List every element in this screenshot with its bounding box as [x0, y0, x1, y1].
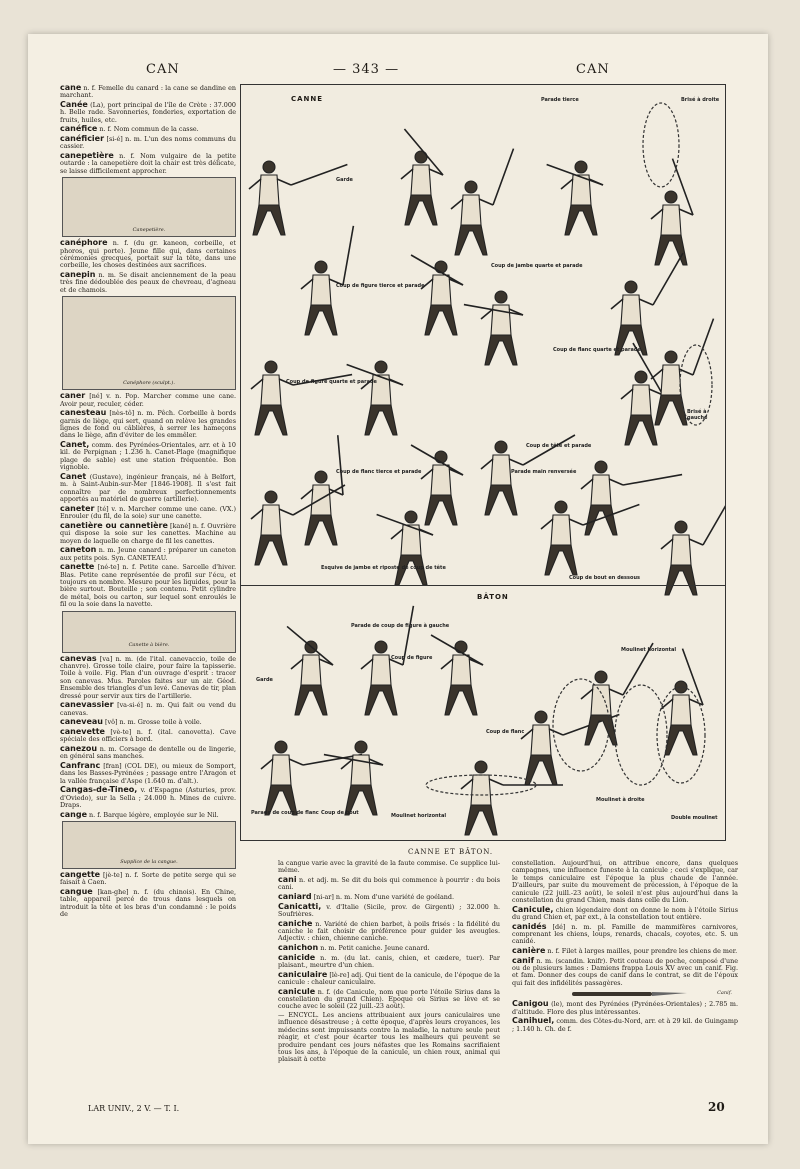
- plate-drawing: [241, 85, 725, 840]
- mid-entry: [278, 893, 500, 901]
- entry-headword: canevas: [60, 653, 97, 663]
- illustration-plate: [240, 84, 726, 841]
- vignette-woman: [62, 296, 236, 390]
- fencer-figure: [401, 129, 443, 225]
- plate-label: Garde: [256, 677, 273, 683]
- left-entry: [60, 392, 236, 408]
- entry-text: [nès-tô] n. m. Pêch. Corbeille à bords garnis de liège, qui sert, quand on relève les grandes lignes de fond ou câblières, à serrer les hameçons dans le liège, afin d'éviter de les emmêler.: [60, 409, 236, 440]
- vignette-bird: [62, 177, 236, 237]
- plate-label: Coup de tête et parade: [526, 443, 592, 449]
- cane-stick: [523, 435, 575, 465]
- right-entry: [512, 947, 738, 955]
- entry-headword: canif: [512, 955, 535, 965]
- fencer-figure: [464, 291, 523, 365]
- left-entry: [60, 473, 236, 504]
- plate-label: Brisé à gauche: [687, 409, 708, 421]
- left-entry: [60, 888, 236, 919]
- fencer-figure: [451, 149, 514, 255]
- entry-headword: canicule: [278, 986, 316, 996]
- vignette-cangue: [62, 821, 236, 869]
- fencer-figure: [287, 626, 333, 715]
- plate-label: Coup de figure quarte et parade: [286, 379, 377, 385]
- entry-text: [vô] n. m. Grosse toile à voile.: [103, 718, 202, 727]
- entry-text: n. Variété de chien barbet, à poils frisés : la fidélité du caniche le fait choisir de préférence pour guider les aveugles. Adjectiv. : chien, chienne caniche.: [278, 919, 500, 943]
- fencer-figure: [661, 493, 725, 595]
- footer-left: LAR UNIV., 2 V. — T. I.: [88, 1104, 180, 1113]
- entry-text: [lè-re] adj. Qui tient de la canicule, de l'époque de la canicule : chaleur caniculaire.: [278, 970, 500, 986]
- left-entry: [60, 655, 236, 700]
- entry-headword: caner: [60, 391, 86, 401]
- entry-headword: Canihuel,: [512, 1016, 555, 1026]
- entry-text: [fran] (COL DE), ou mieux de Somport, dans les Basses-Pyrénées ; passage entre l'Aragon et la vallée française d'Aspe (1.640 m. d'alt.).: [60, 761, 236, 785]
- entry-text: n. f. Barque légère, employée sur le Nil.: [87, 810, 219, 819]
- fencer-figure: [651, 159, 693, 265]
- entry-headword: canevette: [60, 726, 105, 736]
- left-entry: [60, 135, 236, 151]
- entry-headword: Canicule,: [512, 904, 554, 914]
- entry-headword: canevassier: [60, 700, 114, 710]
- plate-label: Double moulinet: [671, 815, 718, 821]
- vignette-caption: Canéphore (sculpt.).: [123, 379, 175, 386]
- mid-entry: [278, 876, 500, 892]
- entry-headword: Canfranc: [60, 760, 101, 770]
- right-column: [512, 860, 738, 1034]
- entry-headword: caniculaire: [278, 969, 328, 979]
- plate-label: Coup de flanc tierce et parade: [336, 469, 422, 475]
- motion-circle: [643, 103, 679, 187]
- plate-label: Coup de jambe quarte et parade: [491, 263, 583, 269]
- mid-entry: [278, 860, 500, 875]
- left-entry: [60, 239, 236, 270]
- left-entry: [60, 762, 236, 785]
- mid-entry: [278, 971, 500, 987]
- left-entry: [60, 745, 236, 761]
- entry-headword: cani: [278, 875, 297, 884]
- entry-text: n. f. Filet à larges mailles, pour prendre les chiens de mer.: [545, 947, 738, 956]
- entry-headword: cane: [60, 83, 82, 92]
- cane-stick: [703, 493, 725, 545]
- entry-text: n. m. (du lat. canis, chien, et cædere, tuer). Par plaisant., meurtre d'un chien.: [278, 953, 500, 969]
- entry-headword: canette: [60, 562, 95, 572]
- right-entry: [512, 1017, 738, 1033]
- entry-headword: canidés: [512, 921, 547, 931]
- entry-text: [vè-te] n. f. (ital. canovetta). Cave spéciale des officiers à bord.: [60, 727, 236, 744]
- plate-label: Coup de figure: [391, 655, 433, 661]
- entry-headword: caniard: [278, 892, 312, 901]
- entry-headword: canetière ou cannetière: [60, 520, 168, 530]
- plate-label: Coup de flanc: [486, 729, 525, 735]
- entry-text: n. f. (de Canicule, nom que porte l'étoile Sirius dans la constellation du grand Chien). Epoque où Sirius se lève et se couche avec le soleil (22 juill.-23 août).: [278, 987, 500, 1011]
- header-right: CAN: [576, 62, 610, 77]
- plate-caption: CANNE ET BÂTON.: [408, 848, 494, 856]
- entry-text: [kané] n. f. Ouvrière qui dispose la soie sur les canettes. Machine au moyen de laquelle on charge de fil les canettes.: [60, 521, 236, 545]
- fencer-figure: [431, 635, 483, 715]
- left-entry: [60, 728, 236, 744]
- plate-label: Parade de coup de flanc: [251, 810, 319, 816]
- page-number-header: — 343 —: [333, 62, 400, 77]
- left-entry: [60, 152, 236, 175]
- knife-icon: [512, 988, 712, 1000]
- right-entry: [512, 906, 738, 922]
- mid-entry: [278, 903, 500, 919]
- entry-text: n. f. (du gr. kaneon, corbeille, et phoros, qui porte). Jeune fille qui, dans certaines cérémonies grecques, portait sur la tête, dans une corbeille, les choses destinées aux sacrifices.: [60, 239, 236, 270]
- entry-text: v. d'Italie (Sicile, prov. de Girgenti) ; 32.000 h. Soufrières.: [278, 902, 500, 918]
- entry-text: [va] n. m. (de l'ital. canevaccio, toile de chanvre). Grosse toile claire, pour faire la tapisserie. Toile à voile. Fig. Plan d'un ouvrage d'esprit : tracer son canevas. Mus. Paroles faites sur un air. Géod. Ensemble des triangles d'un levé. Canevas de tir, plan dressé pour servir aux tirs de l'artillerie.: [60, 654, 236, 700]
- entry-headword: canepetière: [60, 151, 114, 160]
- canif-caption: Canif.: [717, 990, 732, 997]
- middle-column: [278, 860, 500, 1065]
- plate-label: Parade tierce: [541, 97, 579, 103]
- mid-entry: [278, 944, 500, 952]
- entry-text: [jè-te] n. f. Sorte de petite serge qui se faisait à Caen.: [60, 870, 236, 887]
- left-entry: [60, 786, 236, 809]
- vignette-bottle: [62, 611, 236, 653]
- fencer-figure: [661, 649, 703, 755]
- entry-text: n. m. Petit caniche. Jeune canard.: [318, 944, 430, 952]
- plate-label: Moulinet horizontal: [391, 813, 447, 819]
- fencer-figure: [377, 511, 433, 585]
- entry-text: n. et adj. m. Se dit du bois qui commence à pourrir : du bois cani.: [278, 876, 500, 892]
- right-entry: [512, 1000, 738, 1016]
- vignette-caption: Supplice de la cangue.: [120, 858, 178, 865]
- dictionary-page: [28, 34, 768, 1144]
- entry-text: [ni-ar] n. m. Nom d'une variété de goéland.: [311, 893, 455, 901]
- entry-headword: canéfice: [60, 124, 98, 134]
- entry-text: la cangue varie avec la gravité de la faute commise. Ce supplice lui-même.: [278, 859, 500, 875]
- entry-text: n. m. Corsage de dentelle ou de lingerie, en général sans manches.: [60, 744, 236, 761]
- left-entry: [60, 409, 236, 440]
- entry-text: [té] v. n. Marcher comme une cane. (VX.) Enrouler (du fil, de la soie) sur une canette.: [60, 504, 236, 521]
- cane-stick: [493, 149, 514, 205]
- fencer-figure: [324, 741, 383, 815]
- right-entry: [512, 957, 738, 988]
- left-entry: [60, 271, 236, 294]
- motion-circle: [553, 679, 609, 771]
- entry-text: [va-si-é] n. m. Qui fait ou vend du canevas.: [60, 701, 236, 717]
- footer-page-number: 20: [708, 1100, 725, 1114]
- plate-label: Coup de bout en dessous: [569, 575, 640, 581]
- cane-stick: [623, 475, 682, 485]
- entry-text: n. m. Se disait anciennement de la peau très fine dédoublée des peaux de chevreau, d'agneau et de chamois.: [60, 271, 236, 294]
- fencer-figure: [301, 226, 353, 335]
- entry-headword: cangue: [60, 886, 93, 896]
- entry-headword: caneter: [60, 503, 95, 513]
- entry-text: [né-te] n. f. Petite cane. Sarcelle d'hiver. Blas. Petite cane représentée de profil sur l'écu, et toujours en nombre. Mesure pour les liquides, pour la bière surtout. Bouteille ; son contenu. Petit cylindre de métal, bois ou carton, sur lequel sont enroulés le fil ou la soie dans la navette.: [60, 563, 236, 609]
- fencer-figure: [411, 255, 463, 335]
- entry-headword: Canet,: [60, 440, 90, 450]
- entry-text: (le), mont des Pyrénées (Pyrénées-Orientales) ; 2.785 m. d'altitude. Flore des plus intéressantes.: [512, 1000, 738, 1016]
- left-entry: [60, 522, 236, 545]
- motion-circle: [615, 685, 667, 785]
- header-left: CAN: [146, 62, 180, 77]
- fencer-figure: [347, 361, 403, 435]
- entry-text: (La), port principal de l'île de Crète : 37.000 h. Belle rade. Savonneries, fonderies, exportation de fruits, huiles, etc.: [60, 101, 236, 124]
- entry-text: comm. des Côtes-du-Nord, arr. et à 29 kil. de Guingamp ; 1.140 h. Ch. de f.: [512, 1017, 738, 1033]
- cane-stick: [343, 226, 353, 285]
- left-entry: [60, 546, 236, 562]
- entry-headword: Canigou: [512, 999, 549, 1009]
- left-entry: [60, 101, 236, 124]
- left-entry: [60, 871, 236, 887]
- left-entry: [60, 563, 236, 608]
- mid-entry: [278, 1012, 500, 1064]
- entry-text: [si-é] n. m. L'un des noms communs du cassier.: [60, 135, 236, 151]
- entry-text: [dé] n. m. pl. Famille de mammifères carnivores, comprenant les chiens, loups, renards, chacals, coyotes, etc. S. un canidé.: [512, 922, 738, 946]
- entry-headword: caniche: [278, 918, 313, 928]
- fencer-figure: [621, 343, 663, 445]
- plate-title-baton: BÂTON: [477, 593, 509, 601]
- entry-headword: Cangas-de-Tineo,: [60, 785, 138, 795]
- fencer-figure: [411, 445, 463, 525]
- entry-text: v. d'Espagne (Asturies, prov. d'Oviedo), sur la Sella ; 24.000 h. Mines de cuivre. Draps.: [60, 786, 236, 809]
- vignette-caption: Canepetière.: [132, 226, 166, 233]
- plate-title-canne: CANNE: [291, 95, 324, 103]
- entry-text: n. f. Nom commun de la casse.: [97, 125, 199, 134]
- entry-text: [né] v. n. Pop. Marcher comme une cane. Avoir peur, reculer, céder.: [60, 392, 236, 408]
- left-entry: [60, 125, 236, 133]
- mid-entry: [278, 954, 500, 970]
- entry-headword: Canée: [60, 100, 88, 109]
- entry-headword: cangette: [60, 869, 101, 879]
- entry-text: n. f. Nom vulgaire de la petite outarde : la canepetière doit la chair est très délicate, se laisse difficilement approcher.: [60, 152, 236, 175]
- entry-headword: Canicatti,: [278, 901, 322, 911]
- fencer-figure: [581, 643, 653, 745]
- entry-headword: canichon: [278, 943, 319, 952]
- plate-label: Garde: [336, 177, 353, 183]
- entry-text: comm. des Pyrénées-Orientales, arr. et à 10 kil. de Perpignan ; 1.236 h. Canet-Plage (magnifique plage de sable) est une station fréquentée. Bon vignoble.: [60, 441, 236, 472]
- mid-entry: [278, 988, 500, 1011]
- plate-divider: [241, 585, 725, 586]
- fencer-figure: [249, 161, 347, 235]
- entry-text: n. m. Jeune canard : préparer un caneton aux petits pois. Syn. CANETEAU.: [60, 546, 236, 562]
- fencer-figure: [547, 161, 603, 235]
- plate-label: Esquive de jambe et riposte de coup de tête: [321, 565, 446, 571]
- vignette-caption: Canette à bière.: [128, 642, 170, 649]
- plate-label: Coup de flanc quarte et parade: [553, 347, 641, 353]
- left-entry: [60, 441, 236, 472]
- entry-text: constellation. Aujourd'hui, on attribue encore, dans quelques campagnes, une influence funeste à la canicule ; ceci s'explique, car le temps caniculaire est l'époque la plus chaude de l'année. D'ailleurs, par suite du mouvement de précession, à l'époque de la canicule (22 juill.-23 août), le soleil n'est plus aujourd'hui dans la constellation du grand Chien, mais dans celle du Lion.: [512, 859, 738, 905]
- entry-text: n. f. Femelle du canard : la cane se dandine en marchant.: [60, 84, 236, 100]
- entry-headword: canicide: [278, 952, 316, 962]
- entry-text: n. m. (scandin. knifr). Petit couteau de poche, composé d'une ou de plusieurs lames : Damiens frappa Louis XV avec un canif. Fig. et fam. Donner des coups de canif dans le contrat, se dit de l'époux qui fait des infidélités passagères.: [512, 956, 738, 987]
- plate-label: Moulinet horizontal: [621, 647, 677, 653]
- left-column: [60, 84, 236, 920]
- entry-headword: canesteau: [60, 408, 107, 418]
- entry-headword: canière: [512, 946, 546, 956]
- fencer-figure: [251, 361, 352, 435]
- plate-label: Moulinet à droite: [596, 797, 645, 803]
- fencer-figure: [611, 253, 683, 355]
- left-entry: [60, 718, 236, 726]
- entry-headword: Canet: [60, 471, 87, 481]
- plate-label: Parade de coup de figure à gauche: [351, 623, 450, 629]
- mid-entry: [278, 920, 500, 943]
- entry-headword: caneton: [60, 545, 97, 555]
- entry-headword: canéficier: [60, 134, 105, 143]
- entry-text: (Gustave), ingénieur français, né à Belfort, m. à Saint-Aubin-sur-Mer [1846-1908]. Il s'est fait connaître par de nombreux perfectionnements apportés au matériel de guerre (artillerie).: [60, 472, 236, 504]
- fencer-figure: [581, 461, 682, 535]
- plate-label: Coup de figure tierce et parade: [336, 283, 425, 289]
- entry-headword: canepin: [60, 270, 96, 280]
- entry-headword: canezou: [60, 743, 98, 753]
- entry-text: [kan-ghe] n. f. (du chinois). En Chine, table, appareil percé de trous dans lesquels on introduit la tête et les bras d'un condamné : le poids de: [60, 887, 236, 919]
- left-entry: [60, 84, 236, 100]
- left-entry: [60, 505, 236, 521]
- canif-illustration: [512, 988, 738, 1000]
- entry-text: chien légendaire dont on donne le nom à l'étoile Sirius du grand Chien et, par ext., à la constellation tout entière.: [512, 905, 738, 922]
- entry-text: — ENCYCL. Les anciens attribuaient aux jours caniculaires une influence désastreuse ; à cette époque, d'après leurs croyances, les médecins sont impuissants contre la maladie, la nature seule peut réagir, et c'est pour écarter tous les malheurs qui peuvent se produire pendant ces jours néfastes que les Romains sacrifiaient tous les ans, à l'époque de la canicule, un chien roux, animal qui plaisait à cette: [278, 1011, 500, 1064]
- left-entry: [60, 701, 236, 717]
- right-entry: [512, 923, 738, 946]
- entry-headword: canéphore: [60, 238, 108, 248]
- plate-label: Parade main renversée: [511, 469, 577, 475]
- entry-headword: cange: [60, 809, 87, 819]
- left-entry: [60, 811, 236, 819]
- plate-label: Coup de bout: [321, 810, 359, 816]
- right-entry: [512, 860, 738, 904]
- entry-headword: caneveau: [60, 717, 103, 727]
- plate-label: Brisé à droite: [681, 97, 720, 103]
